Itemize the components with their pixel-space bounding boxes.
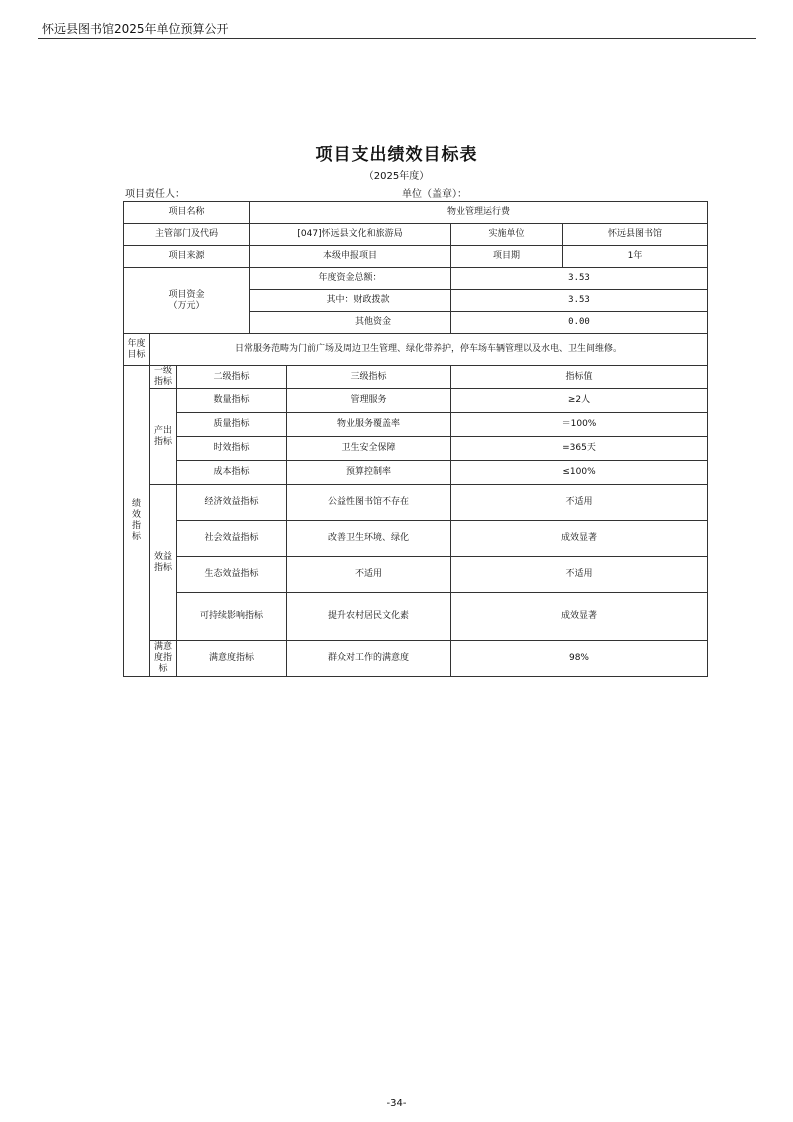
benefit-label-line1: 效益 [153,551,172,562]
row-source [124,246,708,268]
funds-other-value: 0.00 [451,312,708,334]
level2-cell: 时效指标 [177,437,287,461]
funds-other-label: 其他资金 [250,312,451,334]
page-number: -34- [386,1098,407,1109]
value-cell: ≥2人 [451,389,708,413]
level2-cell: 社会效益指标 [177,521,287,557]
output-label-line2: 指标 [153,436,172,447]
level2-cell: 生态效益指标 [177,557,287,593]
level3-cell: 公益性图书馆不存在 [287,485,451,521]
value-cell: ≤100% [451,461,708,485]
responsible-label: 项目责任人： [125,189,185,200]
dept-label: 主管部门及代码 [124,224,250,246]
annual-goal-label [124,334,150,366]
table-row [124,437,708,461]
performance-target-table [123,201,708,677]
output-label-line1: 产出 [153,425,172,436]
level2-cell: 可持续影响指标 [177,593,287,641]
funds-label-line1: 项目资金 [168,289,205,300]
row-department [124,224,708,246]
value-cell: =365天 [451,437,708,461]
perf-indicator-label [124,366,150,677]
period-label: 项目期 [451,246,563,268]
level3-cell: 预算控制率 [287,461,451,485]
funds-fiscal-label: 其中：财政拨款 [250,290,451,312]
col-level3-header: 三级指标 [287,366,451,389]
col-level1-line2: 指标 [153,377,172,387]
table-row [124,557,708,593]
level2-cell: 经济效益指标 [177,485,287,521]
row-funds-total [124,268,708,290]
benefit-label-line2: 指标 [153,562,172,573]
table-row [124,389,708,413]
row-annual-goal [124,334,708,366]
table-row [124,485,708,521]
level3-cell: 提升农村居民文化素 [287,593,451,641]
level3-cell: 不适用 [287,557,451,593]
annual-goal-label-line2: 目标 [127,349,146,360]
table-row [124,413,708,437]
perf-label-char: 指 [131,521,141,531]
col-level1-header [150,366,177,389]
col-level1-line1: 一级 [153,366,172,377]
annual-goal-label-line1: 年度 [127,338,146,349]
funds-label-line2: （万元） [168,300,205,311]
source-label: 项目来源 [124,246,250,268]
value-cell: 成效显著 [451,521,708,557]
value-cell: 不适用 [451,485,708,521]
value-cell: 98% [451,641,708,677]
table-row [124,521,708,557]
benefit-indicator-label [150,485,177,641]
table-row [124,593,708,641]
satisfaction-indicator-label [150,641,177,677]
annual-goal-text: 日常服务范畴为门前广场及周边卫生管理、绿化带养护，停车场车辆管理以及水电、卫生间维修。 [150,334,708,366]
funds-total-label: 年度资金总额： [250,268,451,290]
period-value: 1年 [563,246,708,268]
satisfaction-label-line: 度指 [153,653,172,664]
col-value-header: 指标值 [451,366,708,389]
level2-cell: 满意度指标 [177,641,287,677]
level2-cell: 质量指标 [177,413,287,437]
level2-cell: 数量指标 [177,389,287,413]
level2-cell: 成本指标 [177,461,287,485]
level3-cell: 群众对工作的满意度 [287,641,451,677]
funds-total-value: 3.53 [451,268,708,290]
header-rule [38,38,756,39]
level3-cell: 管理服务 [287,389,451,413]
perf-label-char: 绩 [131,499,141,510]
doc-title: 项目支出绩效目标表 [315,145,478,165]
impl-unit-value: 怀远县图书馆 [563,224,708,246]
header-title: 怀远县图书馆2025年单位预算公开 [42,22,229,36]
perf-label-char: 标 [131,531,141,542]
col-level2-header: 二级指标 [177,366,287,389]
satisfaction-label-line: 标 [158,663,168,674]
value-cell: 不适用 [451,557,708,593]
level3-cell: 改善卫生环境、绿化 [287,521,451,557]
row-project-name [124,202,708,224]
value-cell: ＝100% [451,413,708,437]
dept-value: [047]怀远县文化和旅游局 [250,224,451,246]
funds-fiscal-value: 3.53 [451,290,708,312]
source-value: 本级申报项目 [250,246,451,268]
level3-cell: 物业服务覆盖率 [287,413,451,437]
project-name-value: 物业管理运行费 [250,202,708,224]
row-indicator-header [124,366,708,389]
table-row [124,461,708,485]
funds-label [124,268,250,334]
perf-label-char: 效 [131,510,141,521]
unit-stamp-label: 单位（盖章）： [402,189,467,200]
doc-year: （2025年度） [363,171,430,182]
satisfaction-label-line: 满意 [153,642,172,653]
impl-unit-label: 实施单位 [451,224,563,246]
table-row [124,641,708,677]
project-name-label: 项目名称 [124,202,250,224]
level3-cell: 卫生安全保障 [287,437,451,461]
output-indicator-label [150,389,177,485]
value-cell: 成效显著 [451,593,708,641]
